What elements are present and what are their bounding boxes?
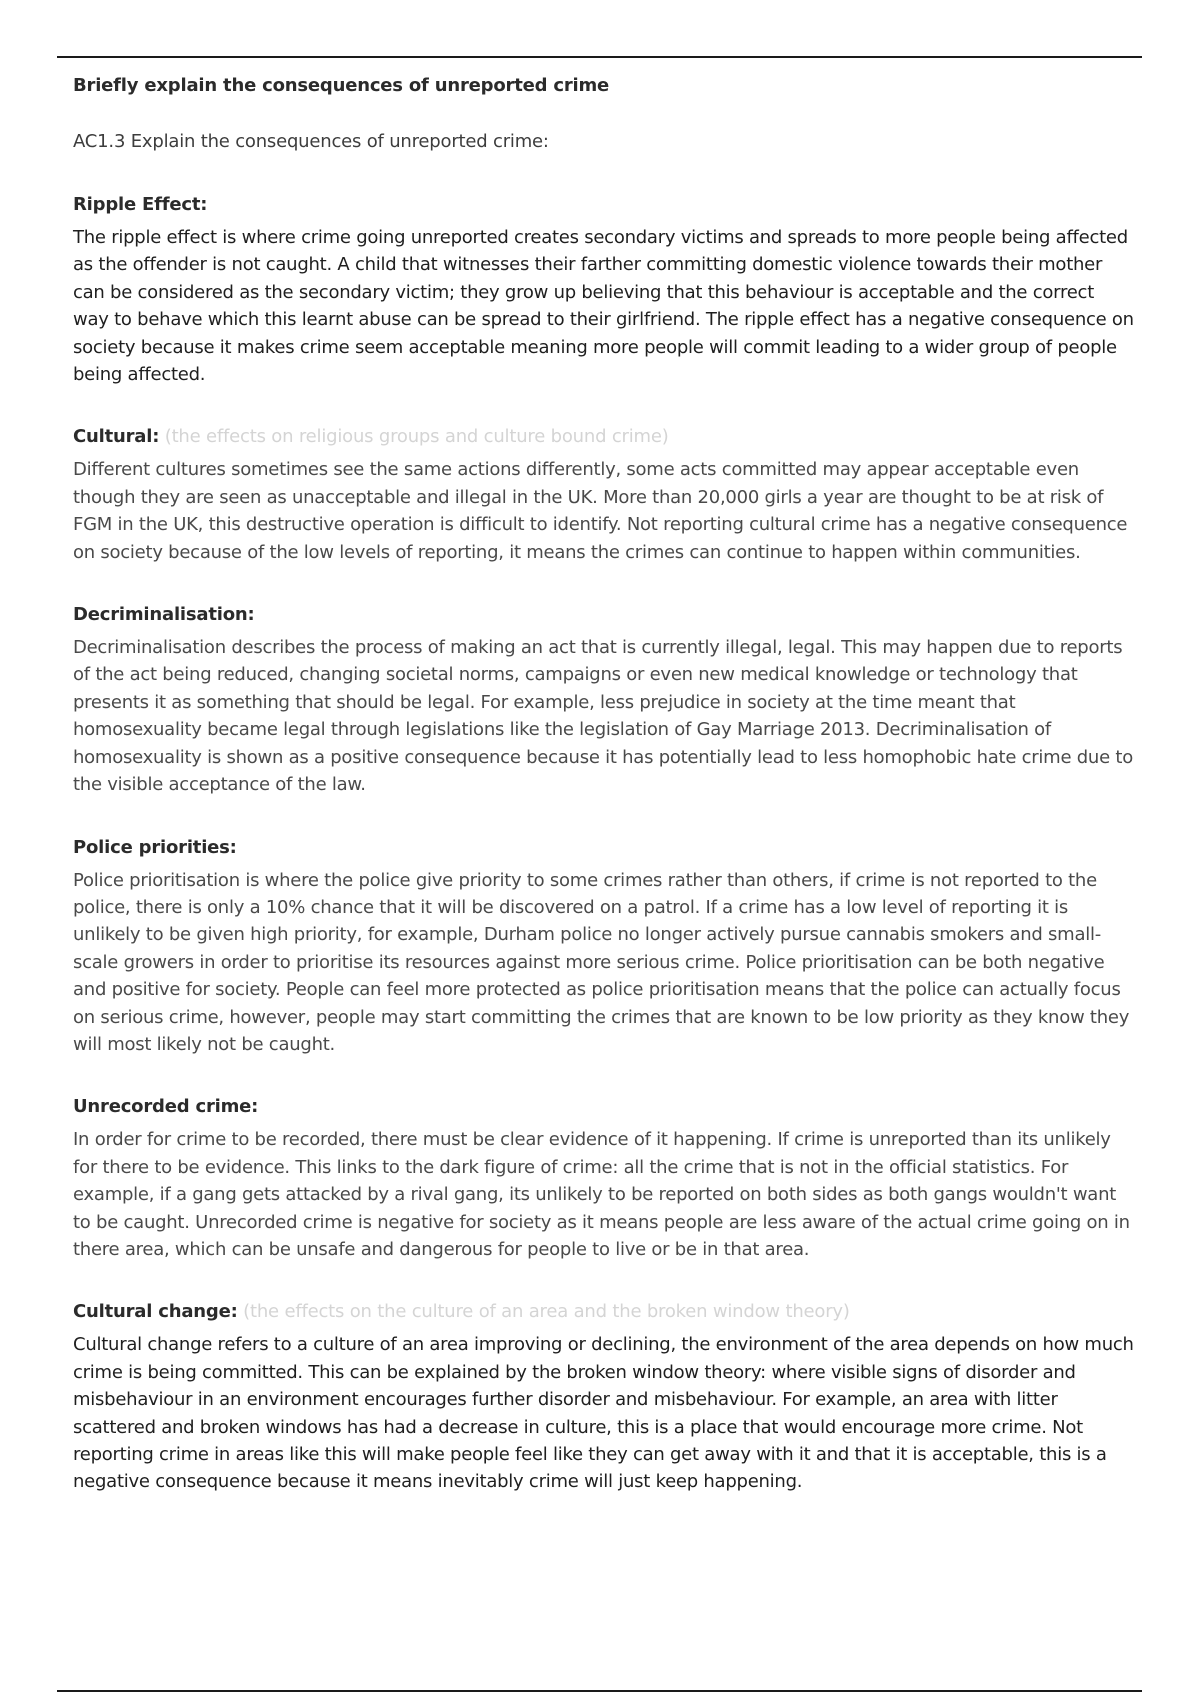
section-label: Ripple Effect: [73,194,208,215]
section-label: Cultural change: [73,1301,238,1323]
section-body: Cultural change refers to a culture of an area improving or declining, the environment of the area depends on how much crime is being committed. This can be explained by the broken window theory: where visible signs of disorder and misbehaviour in an environment encourages further disorder and misbehaviour. For example, an area with litter scattered and broken windows has had a decrease in culture, this is a place that would encourage more crime. Not reporting crime in areas like this will make people feel like they can get away with it and that it is acceptable, this is a negative consequence because it means inevitably crime will just keep happening. [73,1334,1134,1493]
section-body: In order for crime to be recorded, there must be clear evidence of it happening. If crime is unreported than its unlikely for there to be evidence. This links to the dark figure of crime: all the crime that is not in the official statistics. For example, if a gang gets attacked by a rival gang, its unlikely to be reported on both sides as both gangs wouldn't want to be caught. Unrecorded crime is negative for society as it means people are less aware of the actual crime going on in there area, which can be unsafe and dangerous for people to live or be in that area. [73,1129,1130,1260]
section-unrecorded-crime [73,1093,1135,1263]
document-page [73,72,1135,1531]
section-heading [73,191,1135,219]
section-body: Police prioritisation is where the police give priority to some crimes rather than others, if crime is not reported to the police, there is only a 10% chance that it will be discovered on a patrol. If a crime has a low level of reporting it is unlikely to be given high priority, for example, Durham police no longer actively pursue cannabis smokers and small-scale growers in order to prioritise its resources against more serious crime. Police prioritisation can be both negative and positive for society. People can feel more protected as police prioritisation means that the police can actually focus on serious crime, however, people may start committing the crimes that are known to be low priority as they know they will most likely not be caught. [73,869,1130,1055]
section-heading [73,1093,1135,1121]
section-heading [73,1298,1135,1326]
section-label: Cultural: [73,426,160,448]
section-cultural-change [73,1298,1135,1495]
section-note: (the effects on religious groups and culture bound crime) [164,426,669,448]
bottom-divider [57,1690,1142,1692]
section-note: (the effects on the culture of an area and the broken window theory) [243,1301,850,1323]
section-label: Unrecorded crime: [73,1096,259,1118]
section-ripple-effect [73,191,1135,388]
section-police-priorities [73,834,1135,1059]
section-body: Different cultures sometimes see the same actions differently, some acts committed may appear acceptable even though they are seen as unacceptable and illegal in the UK. More than 20,000 girls a year are thought to be at risk of FGM in the UK, this destructive operation is difficult to identify. Not reporting cultural crime has a negative consequence on society because of the low levels of reporting, it means the crimes can continue to happen within communities. [73,459,1128,563]
section-body: The ripple effect is where crime going unreported creates secondary victims and spreads to more people being affected as the offender is not caught. A child that witnesses their farther committing domestic violence towards their mother can be considered as the secondary victim; they grow up believing that this behaviour is acceptable and the correct way to behave which this learnt abuse can be spread to their girlfriend. The ripple effect has a negative consequence on society because it makes crime seem acceptable meaning more people will commit leading to a wider group of people being affected. [73,227,1134,386]
question-heading: Briefly explain the consequences of unreported crime [73,75,610,96]
section-heading [73,423,1135,451]
section-heading [73,834,1135,862]
section-cultural [73,423,1135,566]
section-decriminalisation [73,601,1135,798]
section-label: Police priorities: [73,836,237,858]
criterion-subtitle: AC1.3 Explain the consequences of unreported crime: [73,131,549,152]
section-body: Decriminalisation describes the process of making an act that is currently illegal, legal. This may happen due to reports of the act being reduced, changing societal norms, campaigns or even new medical knowledge or technology that presents it as something that should be legal. For example, less prejudice in society at the time meant that homosexuality became legal through legislations like the legislation of Gay Marriage 2013. Decriminalisation of homosexuality is shown as a positive consequence because it has potentially lead to less homophobic hate crime due to the visible acceptance of the law. [73,637,1133,796]
section-heading [73,601,1135,629]
section-label: Decriminalisation: [73,604,255,626]
top-divider [57,56,1142,58]
